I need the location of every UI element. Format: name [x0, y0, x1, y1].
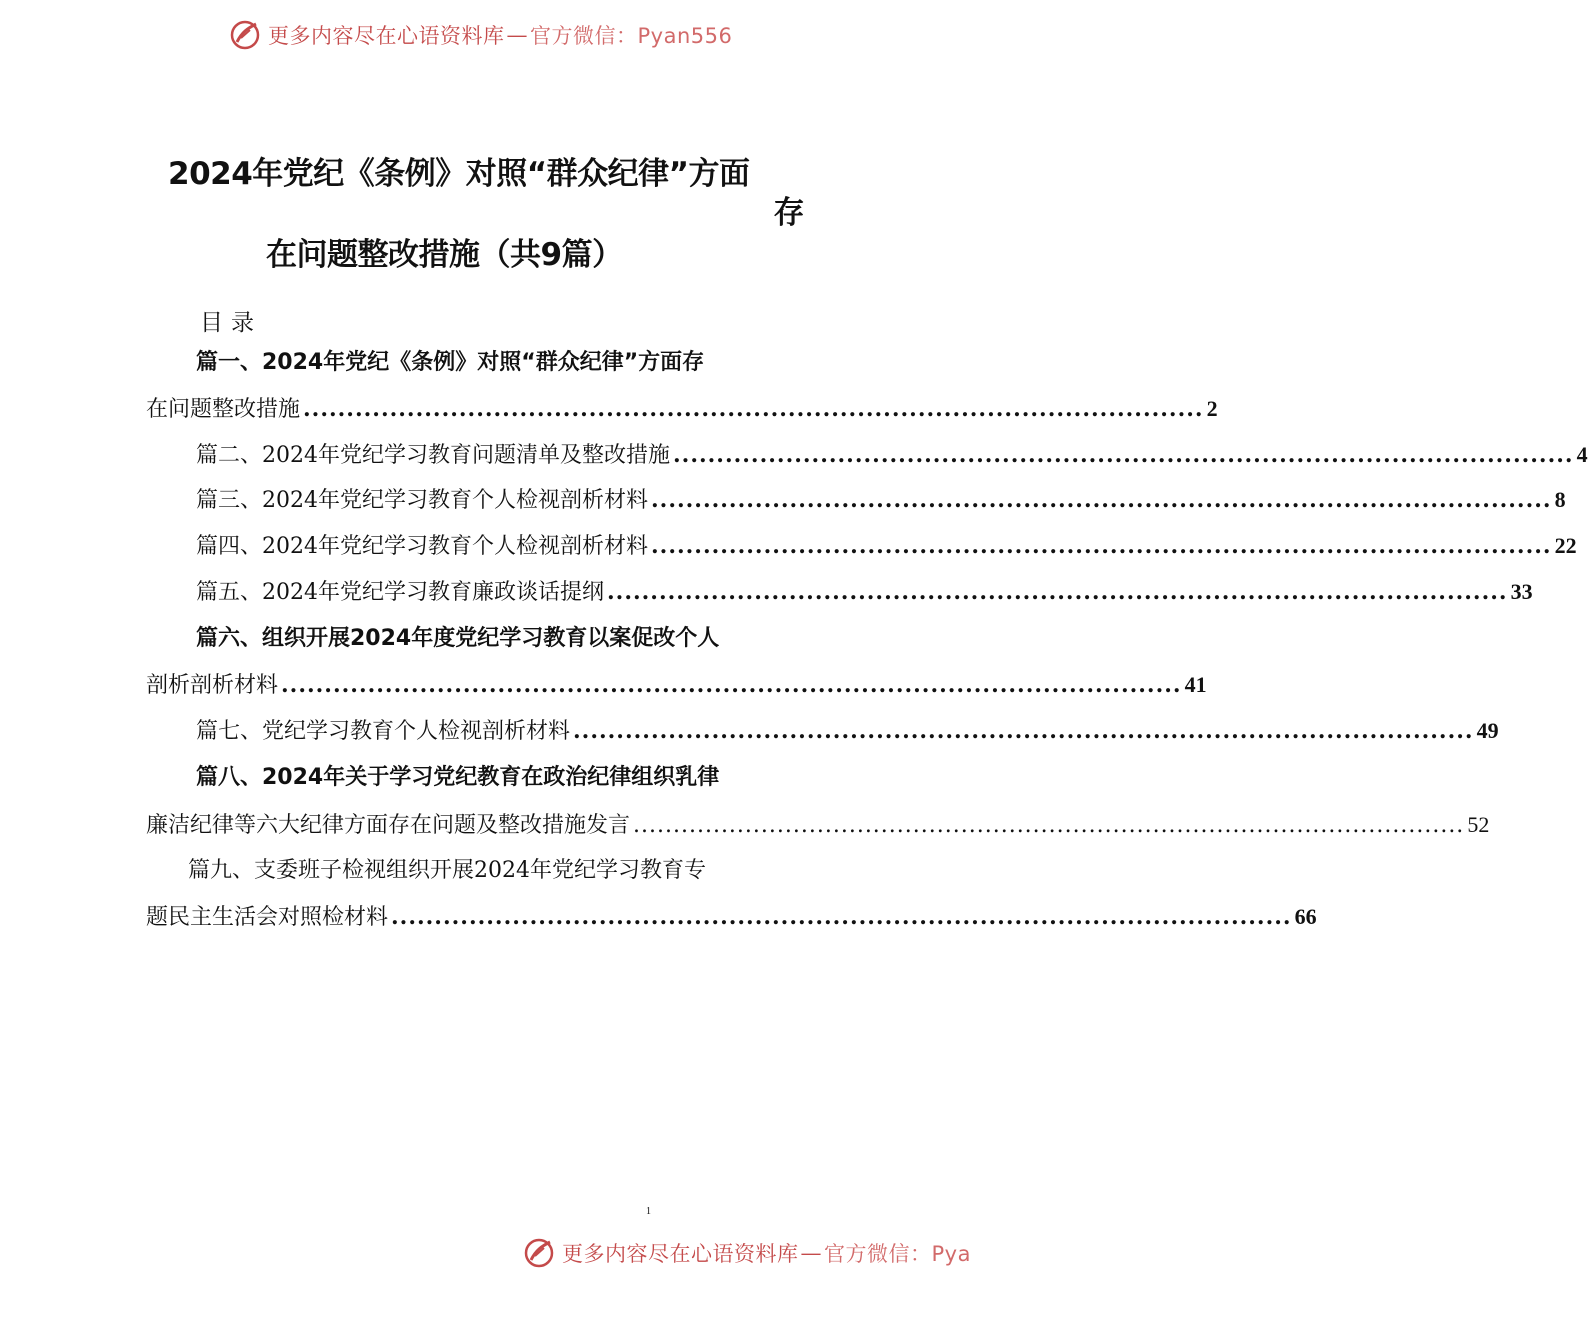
toc-page-number: 41 — [1184, 672, 1207, 697]
toc-leader: ........................................................................................................ — [673, 442, 1574, 468]
toc-page-number: 22 — [1554, 533, 1577, 558]
logo-icon — [228, 18, 262, 52]
toc-entry-5[interactable] — [196, 579, 1533, 605]
watermark-dash: — — [800, 1241, 822, 1265]
toc-leader: ........................................................................................................ — [303, 396, 1204, 422]
toc-entry-8[interactable] — [146, 812, 1490, 838]
toc-entry-1[interactable] — [146, 396, 1218, 422]
watermark-text: 更多内容尽在心语资料库 — [268, 24, 505, 48]
toc-entry-text: 篇四、2024年党纪学习教育个人检视剖析材料 — [196, 534, 648, 559]
toc-entry-text: 篇五、2024年党纪学习教育廉政谈话提纲 — [196, 580, 604, 605]
toc-leader: ........................................................................................................ — [633, 813, 1465, 838]
document-title-line3: 在问题整改措施（共9篇） — [266, 237, 623, 273]
logo-icon — [522, 1236, 556, 1270]
toc-leader: ........................................................................................................ — [281, 672, 1182, 698]
watermark-top — [228, 18, 732, 52]
watermark-contact: 官方微信：Pya — [824, 1242, 971, 1266]
toc-page-number: 4 — [1576, 442, 1588, 467]
toc-entry-9[interactable] — [146, 904, 1317, 930]
toc-leader: ........................................................................................................ — [651, 487, 1552, 513]
toc-entry-2[interactable] — [196, 442, 1588, 468]
toc-page-number: 49 — [1476, 718, 1499, 743]
toc-entry-9-line1: 篇九、支委班子检视组织开展2024年党纪学习教育专 — [188, 858, 706, 883]
document-title-line1: 2024年党纪《条例》对照“群众纪律”方面 — [168, 156, 750, 192]
toc-page-number: 52 — [1467, 812, 1490, 837]
toc-entry-3[interactable] — [196, 487, 1566, 513]
toc-entry-9-line2: 题民主生活会对照检材料 — [146, 905, 389, 930]
toc-leader: ........................................................................................................ — [607, 579, 1508, 605]
toc-heading: 目录 — [200, 310, 262, 336]
watermark-text: 更多内容尽在心语资料库 — [562, 1242, 799, 1266]
toc-entry-6-line1: 篇六、组织开展2024年度党纪学习教育以案促改个人 — [196, 626, 720, 651]
toc-entry-8-line2: 廉洁纪律等六大纪律方面存在问题及整改措施发言 — [146, 813, 631, 838]
toc-entry-8-line1: 篇八、2024年关于学习党纪教育在政治纪律组织乳律 — [196, 765, 720, 790]
watermark-contact: 官方微信：Pyan556 — [530, 24, 733, 48]
toc-page-number: 33 — [1510, 579, 1533, 604]
toc-leader: ........................................................................................................ — [573, 718, 1474, 744]
toc-entry-1-line2: 在问题整改措施 — [146, 397, 301, 422]
page-number: 1 — [646, 1206, 651, 1217]
toc-entry-1-line1: 篇一、2024年党纪《条例》对照“群众纪律”方面存 — [196, 350, 705, 375]
toc-entry-6-line2: 剖析剖析材料 — [146, 673, 279, 698]
toc-leader: ........................................................................................................ — [391, 904, 1292, 930]
toc-page-number: 66 — [1294, 904, 1317, 929]
toc-entry-4[interactable] — [196, 533, 1577, 559]
toc-entry-7[interactable] — [196, 718, 1499, 744]
toc-page-number: 8 — [1554, 487, 1566, 512]
toc-entry-text: 篇三、2024年党纪学习教育个人检视剖析材料 — [196, 488, 648, 513]
watermark-dash: — — [506, 23, 528, 47]
toc-entry-text: 篇七、党纪学习教育个人检视剖析材料 — [196, 719, 571, 744]
watermark-bottom — [522, 1236, 971, 1270]
toc-page-number: 2 — [1206, 396, 1218, 421]
toc-leader: ........................................................................................................ — [651, 533, 1552, 559]
document-title-line2: 存 — [773, 195, 804, 231]
toc-entry-text: 篇二、2024年党纪学习教育问题清单及整改措施 — [196, 443, 670, 468]
toc-entry-6[interactable] — [146, 672, 1207, 698]
